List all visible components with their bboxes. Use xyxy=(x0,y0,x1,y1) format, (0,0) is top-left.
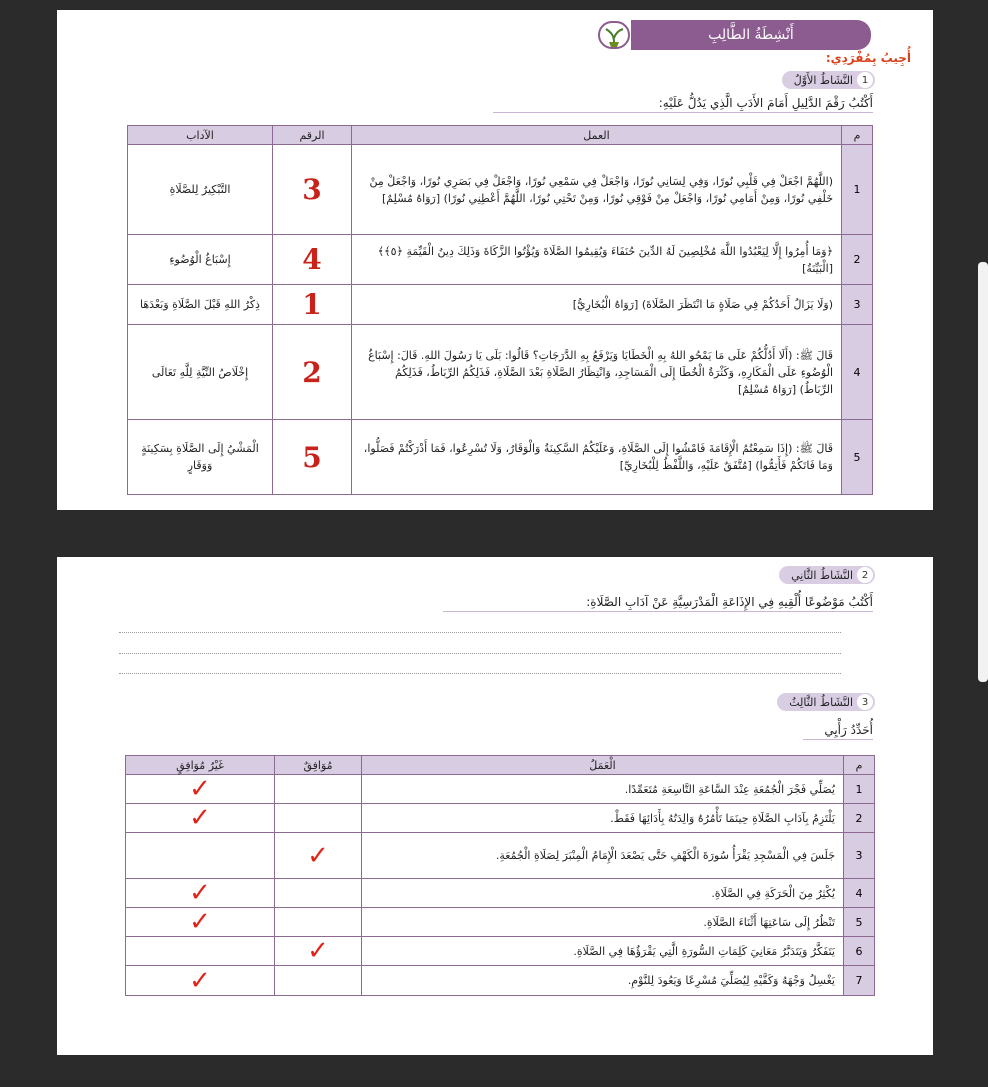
agree-cell[interactable] xyxy=(275,937,362,966)
row-body: (اللَّهُمَّ اجْعَلْ فِي قَلْبِي نُورًا، وَفِي لِسَانِي نُورًا، وَاجْعَلْ فِي سَمْعِي نُورًا، وَاجْعَلْ فِي بَصَرِي نُورًا، وَاجْعَلْ مِنْ خَلْفِي نُورًا، وَمِنْ أَمَامِي نُورًا، وَاجْعَلْ مِنْ فَوْقِي نُورًا، وَمِنْ تَحْتِي نُورًا، اللَّهُمَّ أَعْطِنِي نُورًا) xyxy=(369,174,833,205)
table-row xyxy=(128,145,873,235)
row-text: جَلَسَ فِي الْمَسْجِدِ يَقْرَأُ سُورَةَ الْكَهْفِ حَتَّى يَصْعَدَ الْإِمَامُ الْمِنْبَرَ لِصَلَاةِ الْجُمُعَةِ. xyxy=(362,833,844,879)
plant-icon xyxy=(597,20,631,50)
row-number: 3 xyxy=(844,833,875,879)
row-number: 3 xyxy=(842,285,873,325)
row-number: 4 xyxy=(844,879,875,908)
row-number: 6 xyxy=(844,937,875,966)
check-icon: ✓ xyxy=(189,774,211,804)
answer-digit[interactable]: 1 xyxy=(273,285,352,325)
table-header-row xyxy=(126,756,875,775)
row-reference: [رَوَاهُ مُسْلِمٌ] xyxy=(381,191,441,205)
row-text xyxy=(352,420,842,495)
col-header-amal: العمل xyxy=(352,126,842,145)
row-number: 1 xyxy=(844,775,875,804)
page-one xyxy=(57,10,933,510)
answer-digit[interactable]: 2 xyxy=(273,325,352,420)
row-reference: [الْبَيِّنَةُ] xyxy=(802,261,833,275)
etiquette-label: ذِكْرُ اللهِ قَبْلَ الصَّلَاةِ وَبَعْدَهَا xyxy=(128,285,273,325)
row-text: يَتَفَكَّرُ وَيَتَدَبَّرُ مَعَانِيَ كَلِمَاتِ السُّورَةِ الَّتِي يَقْرَؤُهَا فِي الصَّلَاةِ. xyxy=(362,937,844,966)
activity3-title: النَّشَاطُ الثَّالِثُ xyxy=(789,695,853,709)
row-text: يَغْسِلُ وَجْهَهُ وَكَفَّيْهِ لِيُصَلِّيَ مُسْرِعًا وَيَعُودَ لِلنَّوْمِ. xyxy=(362,966,844,996)
col-header-raqm: الرقم xyxy=(273,126,352,145)
etiquette-label: التَّبْكِيرُ لِلصَّلَاةِ xyxy=(128,145,273,235)
table-row xyxy=(128,235,873,285)
row-text xyxy=(352,235,842,285)
agree-cell[interactable] xyxy=(275,804,362,833)
activity2-number: 2 xyxy=(857,567,873,583)
col-header-agree: مُوَافِقٌ xyxy=(275,756,362,775)
row-number: 2 xyxy=(842,235,873,285)
disagree-cell[interactable] xyxy=(126,937,275,966)
row-number: 7 xyxy=(844,966,875,996)
activity1-number: 1 xyxy=(857,72,873,88)
row-reference: [مُتَّفَقٌ عَلَيْهِ، وَاللَّفْظُ لِلْبُخَارِيِّ] xyxy=(619,459,752,472)
row-reference: [رَوَاهُ مُسْلِمٌ] xyxy=(737,382,797,396)
row-body: قَالَ ﷺ: (إِذَا سَمِعْتُمُ الْإِقَامَةَ فَامْشُوا إِلَى الصَّلَاةِ، وَعَلَيْكُمُ السَّكِينَةُ وَالْوَقَارُ، وَلَا تُسْرِعُوا، فَمَا أَدْرَكْتُمْ فَصَلُّوا، وَمَا فَاتَكُمْ فَأَتِمُّوا) xyxy=(363,442,833,472)
row-number: 1 xyxy=(842,145,873,235)
check-icon: ✓ xyxy=(307,840,329,871)
row-number: 5 xyxy=(844,908,875,937)
row-reference: [رَوَاهُ الْبُخَارِيُّ] xyxy=(572,298,639,311)
col-header-m: م xyxy=(842,126,873,145)
etiquette-label: الْمَشْيُ إِلَى الصَّلَاةِ بِسَكِينَةٍ وَوَقَارٍ xyxy=(128,420,273,495)
disagree-cell[interactable] xyxy=(126,879,275,908)
scrollbar[interactable] xyxy=(978,262,988,682)
answer-digit[interactable]: 4 xyxy=(273,235,352,285)
agree-cell[interactable] xyxy=(275,908,362,937)
activity1-pill xyxy=(782,71,875,89)
check-icon: ✓ xyxy=(189,907,211,937)
row-text: يَلْتَزِمُ بِآدَابِ الصَّلَاةِ حِينَمَا تَأْمُرُهُ وَالِدَتُهُ بِأَدَائِهَا فَقَطْ. xyxy=(362,804,844,833)
agree-cell[interactable] xyxy=(275,879,362,908)
disagree-cell[interactable] xyxy=(126,966,275,996)
activity2-pill xyxy=(779,566,875,584)
table-row xyxy=(126,879,875,908)
check-icon: ✓ xyxy=(307,936,329,966)
activity1-title: النَّشَاطُ الأَوَّلُ xyxy=(793,73,853,87)
answer-instruction: أُجِيبُ بِمُفْرَدِي: xyxy=(825,51,911,65)
row-number: 5 xyxy=(842,420,873,495)
writing-line-3[interactable] xyxy=(119,673,841,674)
evidence-table xyxy=(127,125,873,495)
col-header-adab: الآداب xyxy=(128,126,273,145)
check-icon: ✓ xyxy=(189,803,211,833)
col-header-m: م xyxy=(844,756,875,775)
activity1-instruction: أَكْتُبُ رَقْمَ الدَّلِيلِ أَمَامَ الأَدَبِ الَّذِي يَدُلُّ عَلَيْهِ: xyxy=(493,96,873,113)
etiquette-label: إِسْبَاغُ الْوُضُوءِ xyxy=(128,235,273,285)
table-row xyxy=(126,833,875,879)
table-row xyxy=(126,908,875,937)
table-row xyxy=(126,775,875,804)
row-body: ﴿وَمَا أُمِرُوا إِلَّا لِيَعْبُدُوا اللَّهَ مُخْلِصِينَ لَهُ الدِّينَ حُنَفَاءَ وَيُقِيمُوا الصَّلَاةَ وَيُؤْتُوا الزَّكَاةَ وَذَلِكَ دِينُ الْقَيِّمَةِ ﴿٥﴾﴾ xyxy=(377,244,833,258)
agree-cell[interactable] xyxy=(275,966,362,996)
table-row xyxy=(128,285,873,325)
page-two xyxy=(57,557,933,1055)
row-number: 4 xyxy=(842,325,873,420)
table-row xyxy=(128,325,873,420)
col-header-disagree: غَيْرُ مُوَافِقٍ xyxy=(126,756,275,775)
activity3-pill xyxy=(777,693,875,711)
banner-title: أَنْشِطَةُ الطَّالِبِ xyxy=(708,27,794,43)
activity2-title: النَّشَاطُ الثَّانِي xyxy=(791,568,853,582)
table-row xyxy=(126,937,875,966)
agree-cell[interactable] xyxy=(275,833,362,879)
row-text: تَنْظُرُ إِلَى سَاعَتِهَا أَثْنَاءَ الصَّلَاةِ. xyxy=(362,908,844,937)
col-header-amal: الْعَمَلُ xyxy=(362,756,844,775)
writing-line-2[interactable] xyxy=(119,653,841,654)
agree-cell[interactable] xyxy=(275,775,362,804)
answer-digit[interactable]: 5 xyxy=(273,420,352,495)
opinion-table xyxy=(125,755,875,996)
row-text xyxy=(352,325,842,420)
row-body: (وَلَا يَزَالُ أَحَدُكُمْ فِي صَلَاةٍ مَا انْتَظَرَ الصَّلَاةَ) xyxy=(641,298,833,311)
row-number: 2 xyxy=(844,804,875,833)
activity3-instruction: أُحَدِّدُ رَأْيِي xyxy=(803,723,873,740)
table-row xyxy=(126,966,875,996)
answer-digit[interactable]: 3 xyxy=(273,145,352,235)
student-activities-banner xyxy=(631,20,871,50)
disagree-cell[interactable] xyxy=(126,833,275,879)
table-row xyxy=(128,420,873,495)
row-text xyxy=(352,285,842,325)
check-icon: ✓ xyxy=(189,878,211,908)
row-text: يُكْثِرُ مِنَ الْحَرَكَةِ فِي الصَّلَاةِ. xyxy=(362,879,844,908)
disagree-cell[interactable] xyxy=(126,908,275,937)
table-header-row xyxy=(128,126,873,145)
disagree-cell[interactable] xyxy=(126,804,275,833)
table-row xyxy=(126,804,875,833)
activity3-number: 3 xyxy=(857,694,873,710)
etiquette-label: إِخْلَاصُ النِّيَّةِ لِلَّهِ تَعَالَى xyxy=(128,325,273,420)
disagree-cell[interactable] xyxy=(126,775,275,804)
check-icon: ✓ xyxy=(189,965,211,996)
writing-line-1[interactable] xyxy=(119,632,841,633)
row-text: يُصَلِّي فَجْرَ الْجُمُعَةِ عِنْدَ السَّاعَةِ التَّاسِعَةِ مُتَعَمِّدًا. xyxy=(362,775,844,804)
row-body: قَالَ ﷺ: (أَلَا أَدُلُّكُمْ عَلَى مَا يَمْحُو اللهُ بِهِ الْخَطَايَا وَيَرْفَعُ بِهِ الدَّرَجَاتِ؟ قَالُوا: بَلَى يَا رَسُولَ اللهِ. قَالَ: إِسْبَاغُ الْوُضُوءِ عَلَى الْمَكَارِهِ، وَكَثْرَةُ الْخُطَا إِلَى الْمَسَاجِدِ، وَانْتِظَارُ الصَّلَاةِ بَعْدَ الصَّلَاةِ، فَذَلِكُمُ الرِّبَاطُ، فَذَلِكُمُ الرِّبَاطُ) xyxy=(368,348,833,396)
activity2-instruction: أَكْتُبُ مَوْضُوعًا أُلْقِيهِ فِي الإِذَاعَةِ الْمَدْرَسِيَّةِ عَنْ آدَابِ الصَّلَاةِ: xyxy=(443,595,873,612)
row-text xyxy=(352,145,842,235)
